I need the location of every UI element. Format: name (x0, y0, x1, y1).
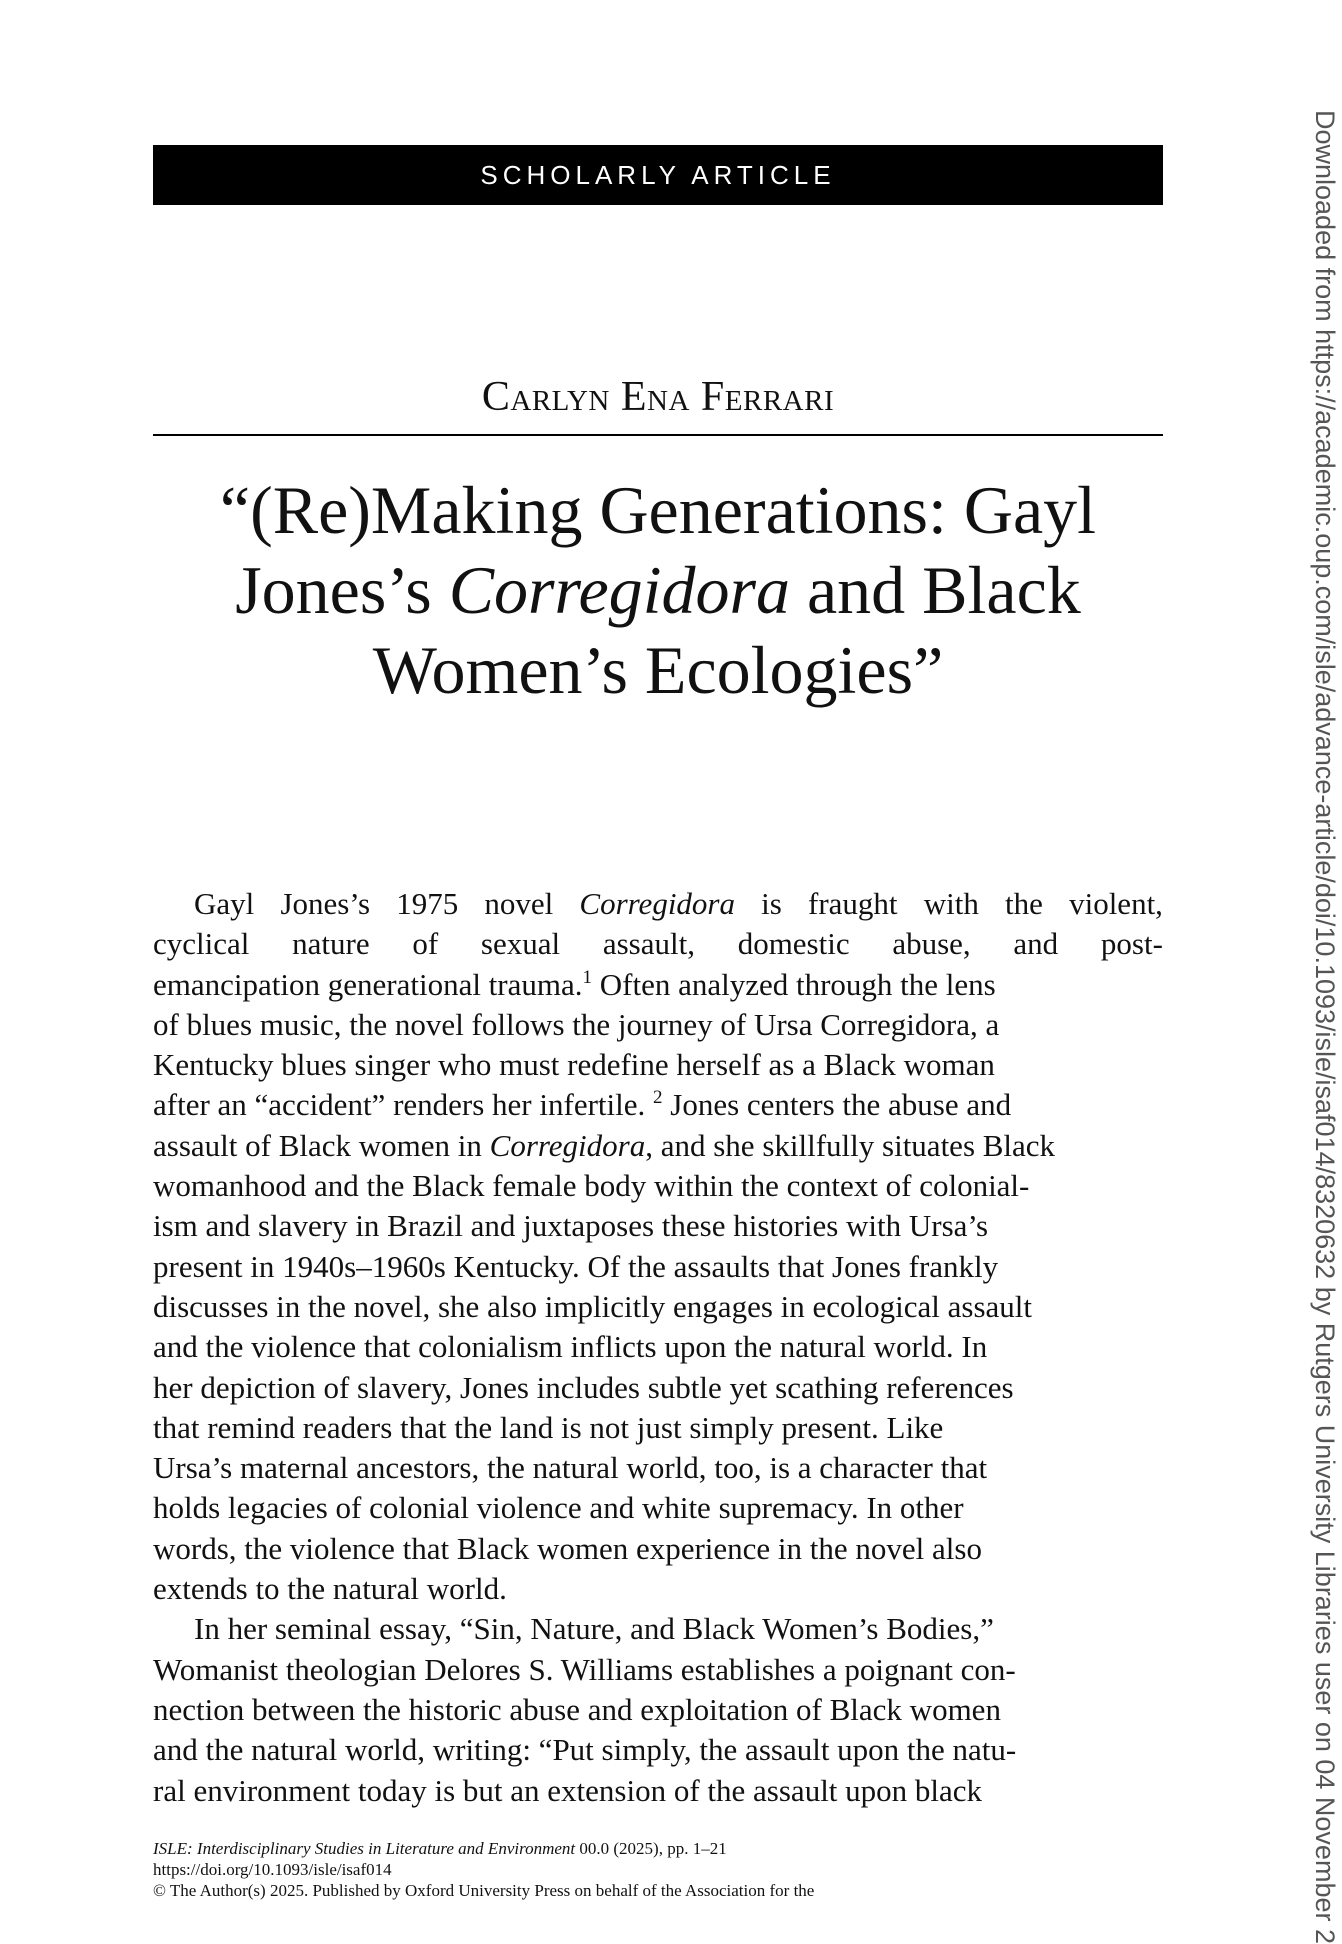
body-text: discusses in the novel, she also implicitly engages in ecological assault (153, 1288, 1033, 1324)
body-text: holds legacies of colonial violence and white supremacy. In other (153, 1490, 964, 1526)
body-line (153, 1085, 1163, 1125)
body-text: and the natural world, writing: “Put simply, the assault upon the natu- (153, 1732, 1017, 1768)
body-text: words, the violence that Black women experience in the novel also (153, 1530, 982, 1566)
body-line (153, 1408, 1163, 1448)
body-line (153, 1609, 1163, 1649)
title-text: and Black (789, 552, 1081, 628)
body-text: present in 1940s–1960s Kentucky. Of the assaults that Jones frankly (153, 1248, 999, 1284)
body-text: Womanist theologian Delores S. Williams establishes a poignant con- (153, 1651, 1016, 1687)
body-text: Kentucky blues singer who must redefine herself as a Black woman (153, 1047, 995, 1083)
italic-novel-title: Corregidora (489, 1127, 646, 1163)
body-text: after an “accident” renders her infertile. (153, 1087, 653, 1123)
body-text: and the violence that colonialism inflicts upon the natural world. In (153, 1329, 988, 1365)
copyright-line: © The Author(s) 2025. Published by Oxford University Press on behalf of the Association for the (153, 1881, 815, 1900)
body-text: extends to the natural world. (153, 1571, 507, 1607)
body-word: abuse, (892, 926, 971, 962)
download-watermark (1308, 110, 1342, 1944)
author-name: Carlyn Ena Ferrari (481, 374, 835, 420)
journal-volume-pages: 00.0 (2025), pp. 1–21 (575, 1839, 727, 1858)
title-italic-novel: Corregidora (448, 552, 790, 628)
body-line (153, 1206, 1163, 1246)
body-line (153, 1690, 1163, 1730)
body-word: nature (292, 926, 370, 962)
body-line (153, 924, 1163, 964)
body-text: Jones centers the abuse and (662, 1087, 1012, 1123)
journal-name: ISLE: Interdisciplinary Studies in Literature and Environment (153, 1839, 576, 1858)
body-line (153, 1005, 1163, 1045)
body-word: 1975 (396, 886, 459, 921)
body-word: assault, (602, 926, 695, 962)
title-text: Jones’s (235, 552, 449, 628)
body-word: cyclical (153, 926, 250, 962)
journal-citation (153, 1838, 1163, 1859)
body-line (153, 1166, 1163, 1206)
body-line (153, 1045, 1163, 1085)
body-word: violent, (1069, 886, 1163, 921)
body-word: the (1005, 886, 1043, 921)
body-text: ism and slavery in Brazil and juxtaposes these histories with Ursa’s (153, 1208, 989, 1244)
body-line (153, 1650, 1163, 1690)
body-word: novel (484, 886, 554, 921)
title-line-1: “(Re)Making Generations: Gayl (219, 472, 1097, 548)
body-line (153, 1771, 1163, 1811)
body-text: her depiction of slavery, Jones includes subtle yet scathing references (153, 1369, 1014, 1405)
doi-link[interactable]: https://doi.org/10.1093/isle/isaf014 (153, 1860, 392, 1879)
body-line (153, 1730, 1163, 1770)
body-line (153, 884, 1163, 924)
page-footer (153, 1838, 1163, 1900)
body-line (153, 1529, 1163, 1569)
footnote-ref[interactable]: 1 (582, 966, 593, 988)
title-line-2 (153, 550, 1163, 630)
italic-novel-title: Corregidora (579, 886, 735, 921)
body-text: emancipation generational trauma. (153, 966, 583, 1002)
body-line (153, 1569, 1163, 1609)
body-line (153, 1368, 1163, 1408)
body-word: is (761, 886, 782, 921)
body-word: post- (1100, 926, 1163, 962)
body-word: Jones’s (280, 886, 371, 921)
footnote-ref[interactable]: 2 (653, 1087, 663, 1109)
body-line (153, 1448, 1163, 1488)
article-type-banner (153, 145, 1163, 205)
body-text: ral environment today is but an extension of the assault upon black (153, 1772, 983, 1808)
body-line (153, 1287, 1163, 1327)
article-body (153, 884, 1163, 1811)
title-line-3: Women’s Ecologies” (372, 632, 944, 708)
body-text: Often analyzed through the lens (592, 966, 996, 1002)
body-text: assault of Black women in (153, 1127, 490, 1163)
body-line (153, 1247, 1163, 1287)
body-word: with (923, 886, 979, 921)
body-text: nection between the historic abuse and exploitation of Black women (153, 1691, 1001, 1727)
body-word: of (412, 926, 439, 962)
body-text: womanhood and the Black female body within the context of colonial- (153, 1168, 1030, 1204)
body-word: Gayl (194, 886, 255, 921)
body-text: that remind readers that the land is not just simply present. Like (153, 1409, 944, 1445)
body-text: of blues music, the novel follows the journey of Ursa Corregidora, a (153, 1006, 1000, 1042)
body-text: Ursa’s maternal ancestors, the natural world, too, is a character that (153, 1450, 988, 1486)
body-word: sexual (480, 926, 561, 962)
body-text: , and she skillfully situates Black (645, 1127, 1056, 1163)
download-watermark-text: Downloaded from https://academic.oup.com/isle/advance-article/doi/10.1093/isle/isaf014/8320632 by Rutgers University Libraries user on 04 November 2 (1310, 110, 1340, 1944)
body-line (153, 1327, 1163, 1367)
body-word: domestic (737, 926, 850, 962)
article-title (153, 470, 1163, 710)
body-line (153, 1488, 1163, 1528)
body-text: In her seminal essay, “Sin, Nature, and Black Women’s Bodies,” (194, 1611, 994, 1647)
body-word: and (1013, 926, 1059, 962)
body-line (153, 965, 1163, 1005)
title-divider (153, 434, 1163, 436)
article-type-label: SCHOLARLY ARTICLE (480, 159, 836, 190)
body-line (153, 1126, 1163, 1166)
body-word: fraught (808, 886, 898, 921)
